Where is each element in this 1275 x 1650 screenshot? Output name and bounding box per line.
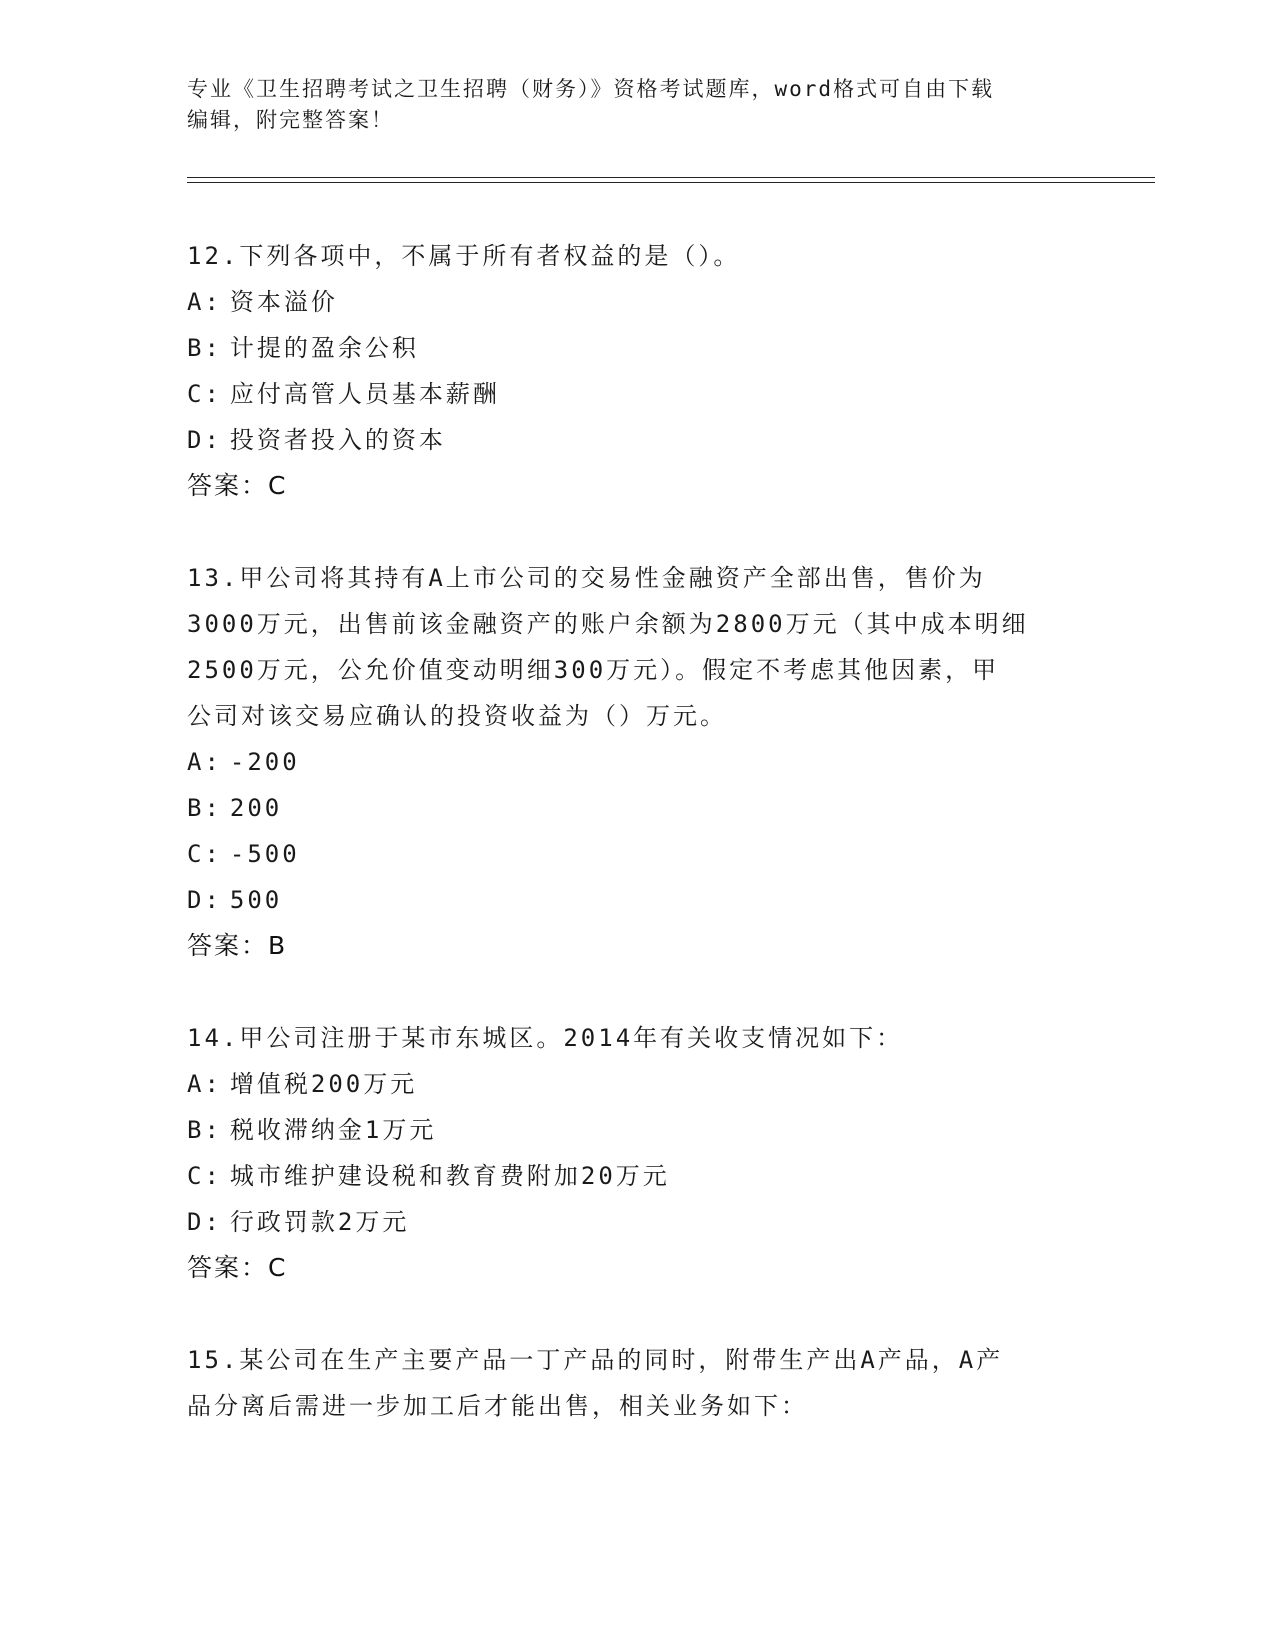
option-b xyxy=(187,1107,1087,1153)
answer-line: 答案：B xyxy=(187,931,288,960)
option-c xyxy=(187,371,1087,417)
question-15 xyxy=(187,1337,1087,1429)
option-d xyxy=(187,877,1087,923)
option-letter: D: xyxy=(187,426,222,454)
option-text: 200 xyxy=(229,794,283,822)
question-stem-line: 14.甲公司注册于某市东城区。2014年有关收支情况如下： xyxy=(187,1024,904,1052)
question-14 xyxy=(187,1015,1087,1291)
option-text: 计提的盈余公积 xyxy=(229,334,419,362)
question-stem-line: 公司对该交易应确认的投资收益为（）万元。 xyxy=(187,702,727,730)
option-text: 税收滞纳金1万元 xyxy=(229,1116,437,1144)
option-text: 增值税200万元 xyxy=(229,1070,418,1098)
option-c xyxy=(187,1153,1087,1199)
question-stem-line: 2500万元，公允价值变动明细300万元）。假定不考虑其他因素，甲 xyxy=(187,656,1000,684)
option-letter: B: xyxy=(187,1116,222,1144)
spacer xyxy=(187,969,1087,1015)
answer-line: 答案：C xyxy=(187,471,288,500)
option-letter: D: xyxy=(187,1208,222,1236)
option-letter: C: xyxy=(187,1162,222,1190)
option-d xyxy=(187,417,1087,463)
option-text: 投资者投入的资本 xyxy=(229,426,446,454)
header-line-1: 专业《卫生招聘考试之卫生招聘（财务）》资格考试题库，word格式可自由下载 xyxy=(187,77,995,101)
option-letter: C: xyxy=(187,840,222,868)
option-a xyxy=(187,279,1087,325)
option-text: 500 xyxy=(229,886,283,914)
header-rule-top xyxy=(187,177,1155,178)
header-line-2: 编辑，附完整答案！ xyxy=(187,108,394,132)
question-stem-line: 12.下列各项中，不属于所有者权益的是（）。 xyxy=(187,242,741,270)
spacer xyxy=(187,509,1087,555)
question-stem-line: 13.甲公司将其持有A上市公司的交易性金融资产全部出售，售价为 xyxy=(187,564,986,592)
option-text: 城市维护建设税和教育费附加20万元 xyxy=(229,1162,670,1190)
option-text: 资本溢价 xyxy=(229,288,338,316)
option-text: -500 xyxy=(229,840,300,868)
option-letter: A: xyxy=(187,748,222,776)
option-text: -200 xyxy=(229,748,300,776)
option-letter: B: xyxy=(187,334,222,362)
spacer xyxy=(187,1291,1087,1337)
option-a xyxy=(187,739,1087,785)
option-letter: D: xyxy=(187,886,222,914)
option-text: 应付高管人员基本薪酬 xyxy=(229,380,500,408)
option-letter: C: xyxy=(187,380,222,408)
answer-line: 答案：C xyxy=(187,1253,288,1282)
option-letter: A: xyxy=(187,288,222,316)
document-header xyxy=(187,74,1087,136)
question-list xyxy=(187,233,1087,1429)
option-text: 行政罚款2万元 xyxy=(229,1208,410,1236)
question-12 xyxy=(187,233,1087,509)
question-stem-line: 品分离后需进一步加工后才能出售，相关业务如下： xyxy=(187,1392,808,1420)
option-c xyxy=(187,831,1087,877)
question-stem-line: 3000万元，出售前该金融资产的账户余额为2800万元（其中成本明细 xyxy=(187,610,1029,638)
option-a xyxy=(187,1061,1087,1107)
option-b xyxy=(187,325,1087,371)
question-13 xyxy=(187,555,1087,969)
question-stem-line: 15.某公司在生产主要产品一丁产品的同时，附带生产出A产品，A产 xyxy=(187,1346,1004,1374)
option-d xyxy=(187,1199,1087,1245)
option-b xyxy=(187,785,1087,831)
option-letter: A: xyxy=(187,1070,222,1098)
option-letter: B: xyxy=(187,794,222,822)
header-rule-bottom xyxy=(187,182,1155,183)
